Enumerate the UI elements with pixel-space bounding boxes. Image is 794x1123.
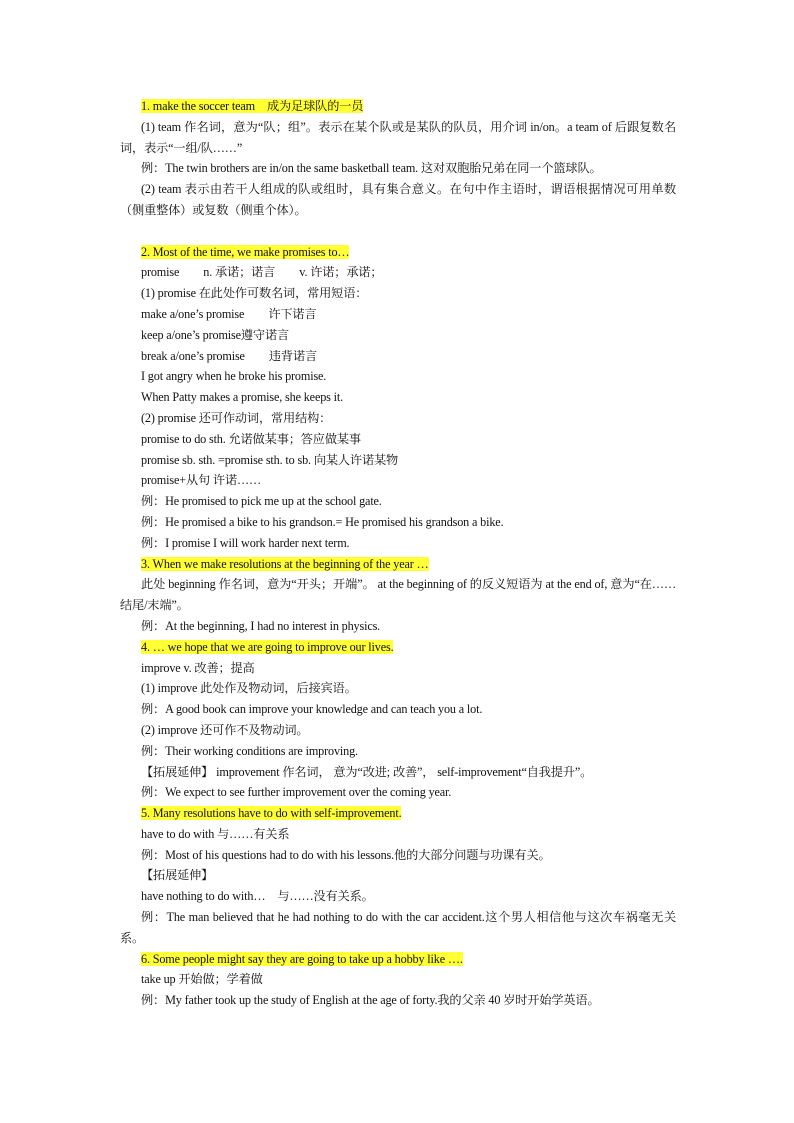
paragraph: (1) promise 在此处作可数名词，常用短语：	[141, 286, 368, 301]
section-heading: 4. … we hope that we are going to improve our lives.	[141, 639, 394, 654]
example-sentence: 例：I promise I will work harder next term.	[141, 535, 350, 550]
paragraph: break a/one’s promise 违背诺言	[141, 348, 318, 363]
paragraph: have to do with 与……有关系	[141, 826, 290, 841]
paragraph: take up 开始做；学着做	[141, 972, 263, 987]
paragraph: promise sb. sth. =promise sth. to sb. 向某人许诺某物	[141, 452, 399, 467]
paragraph: 此处 beginning 作名词，意为“开头；开端”。 at the beginning of 的反义短语为 at the end of, 意为“在……结尾/末端”。	[120, 577, 676, 613]
paragraph: promise to do sth. 允诺做某事；答应做某事	[141, 431, 361, 446]
paragraph: promise+从句 许诺……	[141, 473, 262, 488]
example-sentence: 例：At the beginning, I had no interest in physics.	[141, 618, 381, 633]
example-sentence: 例：He promised to pick me up at the school gate.	[141, 494, 382, 509]
paragraph: 【拓展延伸】 improvement 作名词， 意为“改进; 改善”， self-improvement“自我提升”。	[141, 764, 593, 779]
example-sentence: 例：Most of his questions had to do with his lessons.他的大部分问题与功课有关。	[141, 847, 551, 862]
paragraph: make a/one’s promise 许下诺言	[141, 306, 317, 321]
paragraph: have nothing to do with… 与……没有关系。	[141, 889, 374, 904]
section-heading: 5. Many resolutions have to do with self-improvement.	[141, 806, 402, 821]
example-sentence: 例：He promised a bike to his grandson.= He promised his grandson a bike.	[141, 514, 504, 529]
paragraph: keep a/one’s promise遵守诺言	[141, 327, 290, 342]
section-heading: 2. Most of the time, we make promises to…	[141, 244, 350, 259]
paragraph: (1) improve 此处作及物动词，后接宾语。	[141, 681, 357, 696]
example-sentence: When Patty makes a promise, she keeps it.	[141, 390, 344, 405]
paragraph: (2) improve 还可作不及物动词。	[141, 722, 309, 737]
paragraph: improve v. 改善；提高	[141, 660, 255, 675]
paragraph: promise n. 承诺；诺言 v. 许诺；承诺；	[141, 265, 383, 280]
example-sentence: 例：We expect to see further improvement over the coming year.	[141, 785, 452, 800]
example-sentence: 例：The man believed that he had nothing to do with the car accident.这个男人相信他与这次车祸毫无关系。	[120, 910, 676, 945]
paragraph: (2) promise 还可作动词，常用结构：	[141, 410, 332, 425]
section-heading: 1. make the soccer team 成为足球队的一员	[141, 99, 364, 113]
example-sentence: 例：The twin brothers are in/on the same basketball team. 这对双胞胎兄弟在同一个篮球队。	[141, 161, 602, 176]
example-sentence: I got angry when he broke his promise.	[141, 369, 327, 384]
document-body	[120, 96, 676, 1011]
example-sentence: 例：A good book can improve your knowledge and can teach you a lot.	[141, 702, 483, 717]
paragraph: 【拓展延伸】	[141, 868, 214, 883]
section-heading: 3. When we make resolutions at the beginning of the year …	[141, 556, 429, 571]
section-heading: 6. Some people might say they are going to take up a hobby like ….	[141, 951, 463, 966]
paragraph: (1) team 作名词，意为“队；组”。表示在某个队或是某队的队员，用介词 in/on。a team of 后跟复数名词，表示“一组/队……”	[120, 119, 676, 155]
paragraph: (2) team 表示由若干人组成的队或组时，具有集合意义。在句中作主语时，谓语根据情况可用单数（侧重整体）或复数（侧重个体）。	[120, 182, 676, 217]
example-sentence: 例：My father took up the study of English at the age of forty.我的父亲 40 岁时开始学英语。	[141, 993, 600, 1008]
example-sentence: 例：Their working conditions are improving.	[141, 743, 358, 758]
